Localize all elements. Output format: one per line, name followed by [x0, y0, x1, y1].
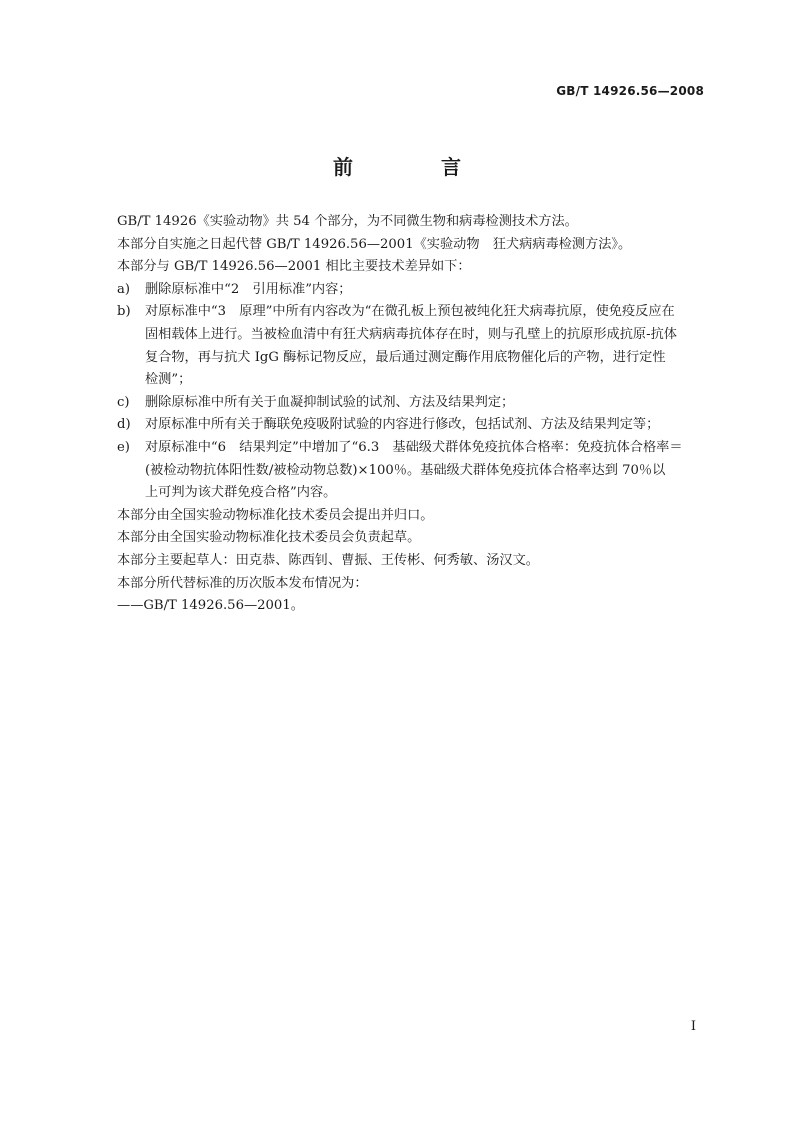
- list-item-line: 上可判为该犬群免疫合格”内容。: [145, 485, 337, 501]
- list-item-line: (被检动物抗体阳性数/被检动物总数)×100％。基础级犬群体免疫抗体合格率达到 70％以: [145, 462, 666, 478]
- list-item-b: [117, 301, 707, 391]
- standard-code: GB/T 14926.56—2008: [556, 84, 704, 98]
- list-marker: a): [117, 281, 131, 297]
- list-item-d: [117, 414, 707, 437]
- list-marker: b): [117, 304, 131, 320]
- list-item-e: [117, 437, 707, 505]
- list-marker: e): [117, 439, 130, 455]
- paragraph-history-intro: 本部分所代替标准的历次版本发布情况为：: [117, 575, 368, 591]
- list-item-line: 删除原标准中“2 引用标准”内容；: [145, 281, 352, 297]
- page-number: I: [690, 1019, 696, 1034]
- paragraph-replacement: 本部分自实施之日起代替 GB/T 14926.56—2001《实验动物 狂犬病病毒检测方法》。: [117, 236, 632, 252]
- paragraph-series-scope: GB/T 14926《实验动物》共 54 个部分，为不同微生物和病毒检测技术方法。: [117, 214, 578, 229]
- paragraph-proposer: 本部分由全国实验动物标准化技术委员会提出并归口。: [117, 507, 434, 523]
- page-title: 前 言: [333, 155, 495, 179]
- list-item-line: 对原标准中“3 原理”中所有内容改为“在微孔板上预包被纯化狂犬病毒抗原，使免疫反应在: [145, 304, 675, 320]
- list-item-line: 删除原标准中所有关于血凝抑制试验的试剂、方法及结果判定；: [145, 394, 515, 410]
- list-item-a: [117, 279, 707, 302]
- paragraph-history-version: ——GB/T 14926.56—2001。: [117, 598, 304, 614]
- paragraph-differences-intro: 本部分与 GB/T 14926.56—2001 相比主要技术差异如下：: [117, 259, 471, 275]
- foreword-body: [117, 211, 707, 618]
- list-item-line: 复合物，再与抗犬 IgG 酶标记物反应，最后通过测定酶作用底物催化后的产物，进行定性: [145, 349, 666, 365]
- list-item-line: 固相载体上进行。当被检血清中有狂犬病病毒抗体存在时，则与孔壁上的抗原形成抗原-抗体: [145, 326, 677, 342]
- paragraph-drafting-org: 本部分由全国实验动物标准化技术委员会负责起草。: [117, 530, 421, 546]
- paragraph-drafters: 本部分主要起草人：田克恭、陈西钊、曹振、王传彬、何秀敏、汤汉文。: [117, 552, 539, 568]
- list-item-line: 对原标准中“6 结果判定”中增加了“6.3 基础级犬群体免疫抗体合格率：免疫抗体合格率＝: [145, 439, 683, 455]
- list-marker: c): [117, 394, 130, 410]
- list-item-line: 检测”；: [145, 372, 192, 388]
- list-item-line: 对原标准中所有关于酶联免疫吸附试验的内容进行修改，包括试剂、方法及结果判定等；: [145, 417, 660, 433]
- list-item-c: [117, 392, 707, 415]
- list-marker: d): [117, 417, 131, 433]
